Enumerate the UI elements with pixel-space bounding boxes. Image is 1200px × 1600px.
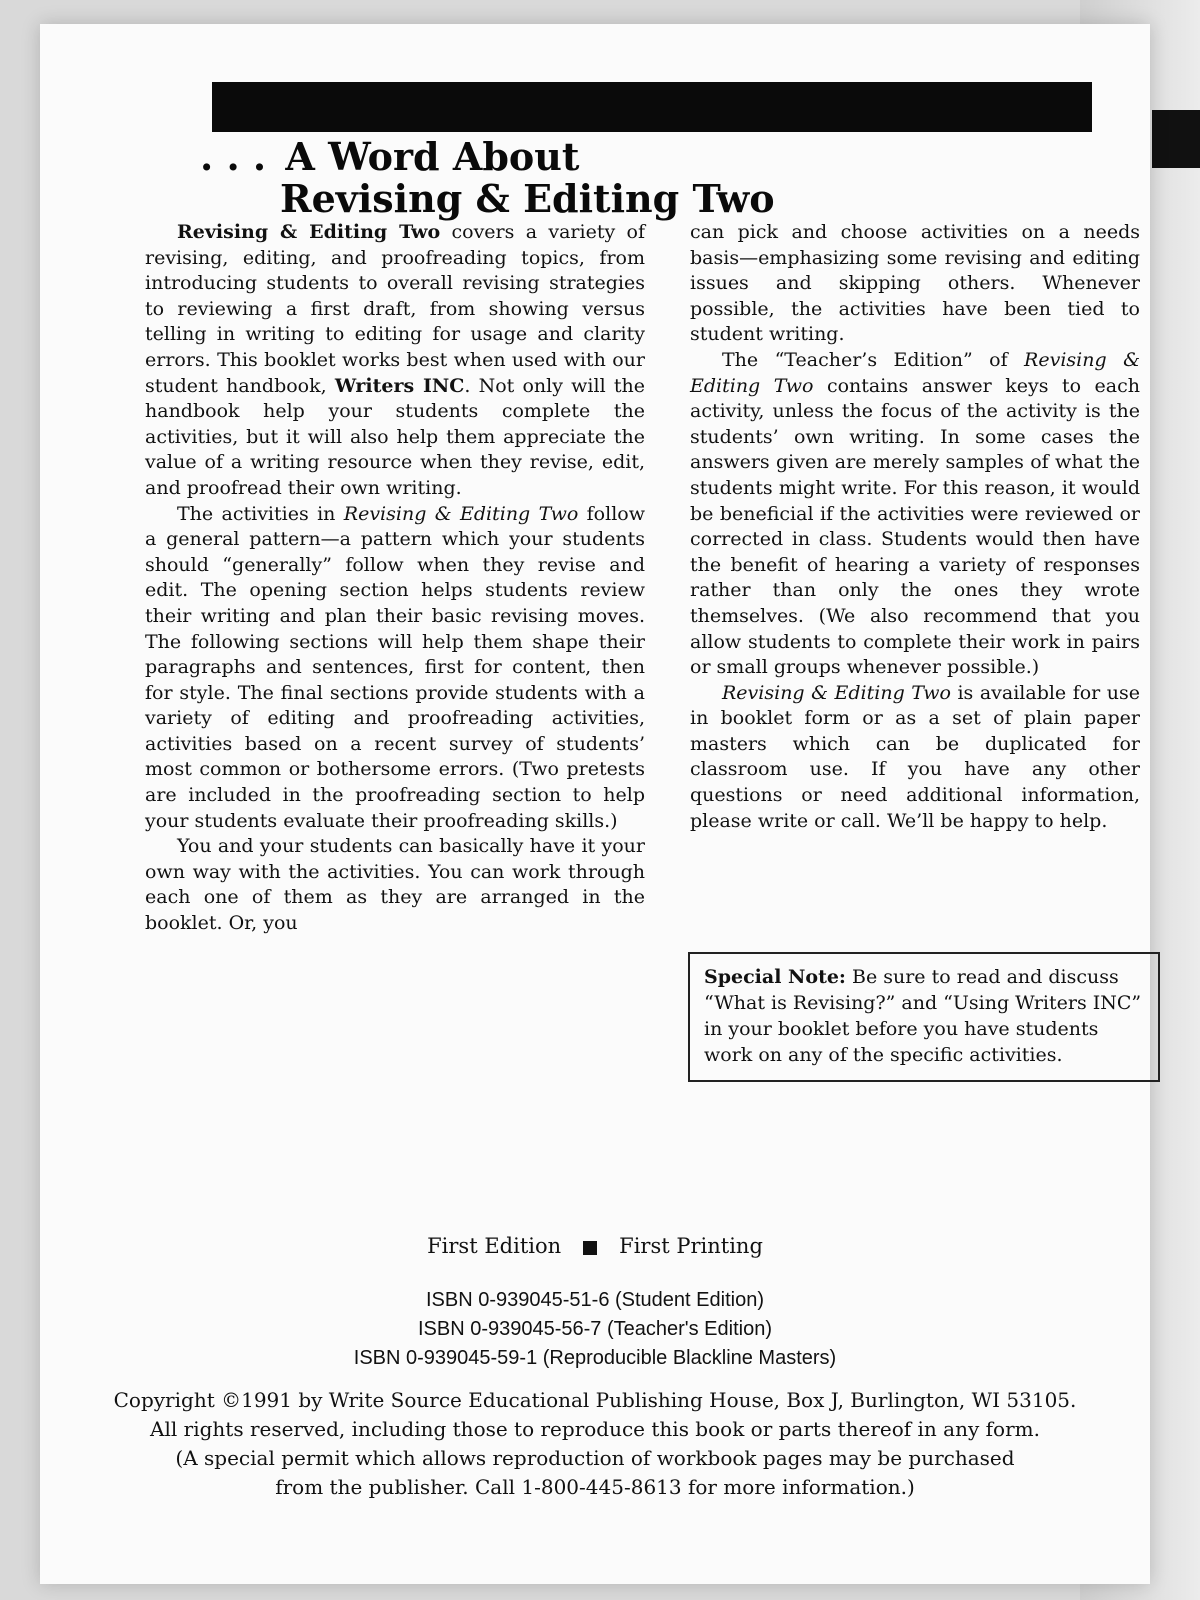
isbn-line: ISBN 0-939045-51-6 (Student Edition)	[426, 1289, 764, 1311]
special-note-label: Special Note:	[704, 966, 846, 988]
isbn-block	[40, 1286, 1150, 1373]
copyright-block	[60, 1386, 1130, 1502]
special-note-text: Be sure to read and discuss “What is Revising?” and “Using Writers INC” in your booklet before you have students work on any of the specific activities.	[704, 966, 1142, 1066]
copyright-line: All rights reserved, including those to reproduce this book or parts thereof in any form.	[150, 1417, 1040, 1441]
right-p3-text: is available for use in booklet form or as a set of plain paper masters which can be duplicated for classroom use. If you have any other questions or need additional information, please write or call. We’ll be happy to help.	[690, 681, 1140, 832]
right-p1-text: can pick and choose activities on a needs basis—emphasizing some revising and editing issues and skipping others. Whenever possible, the activities have been tied to student writing.	[690, 221, 1140, 346]
left-p3-text: You and your students can basically have it your own way with the activities. You can work through each one of them as they are arranged in the booklet. Or, you	[145, 835, 645, 935]
title-line-2: Revising & Editing Two	[280, 176, 775, 221]
right-paragraph-3	[690, 681, 1140, 835]
printing-label: First Printing	[619, 1234, 763, 1258]
special-note-box	[688, 952, 1160, 1082]
booklet-name-bold: Revising & Editing Two	[177, 221, 441, 243]
square-bullet-icon	[583, 1241, 597, 1255]
right-paragraph-1	[690, 220, 1140, 348]
right-p2-text: contains answer keys to each activity, unless the focus of the activity is the students’ own writing. In some cases the answers given are merely samples of what the students might write. For this reason, it would be beneficial if the activities were reviewed or corrected in class. Students would then have the benefit of hearing a variety of responses rather than only the ones they wrote themselves. (We also recommend that you allow students to complete their work in pairs or small groups whenever possible.)	[690, 374, 1140, 679]
document-page	[40, 24, 1150, 1584]
left-p2-text: follow a general pattern—a pattern which your students should “generally” follow when they revise and edit. The opening section helps students review their writing and plan their basic revising moves. The following sections will help them shape their paragraphs and sentences, first for content, then for style. The final sections provide students with a variety of editing and proofreading activities, activities based on a recent survey of students’ most common or bothersome errors. (Two pretests are included in the proofreading section to help your students evaluate their proofreading skills.)	[145, 502, 645, 832]
adjacent-page-header-bar	[1152, 110, 1200, 168]
title-line-1: A Word About	[285, 134, 580, 179]
copyright-line: Copyright ©1991 by Write Source Educational Publishing House, Box J, Burlington, WI 53105.	[113, 1388, 1077, 1412]
page-title	[200, 136, 775, 220]
left-paragraph-1	[145, 220, 645, 502]
left-p1-tail: . Not only will the handbook help your students complete the activities, but it will also help them appreciate the value of a writing resource when they revise, edit, and proofread their own writing.	[145, 374, 645, 499]
right-p2-start: The “Teacher’s Edition” of	[722, 348, 1025, 371]
left-p1-text: covers a variety of revising, editing, and proofreading topics, from introducing students to overall revising strategies to reviewing a first draft, from showing versus telling in writing to editing for usage and clarity errors. This booklet works best when used with our student handbook,	[145, 221, 645, 397]
title-ellipsis: . . .	[200, 134, 267, 179]
isbn-line: ISBN 0-939045-56-7 (Teacher's Edition)	[417, 1318, 772, 1340]
header-bar	[212, 82, 1092, 132]
right-column	[690, 220, 1140, 834]
right-paragraph-2	[690, 348, 1140, 681]
left-paragraph-2	[145, 502, 645, 835]
isbn-line: ISBN 0-939045-59-1 (Reproducible Blackline Masters)	[353, 1347, 837, 1369]
booklet-name-italic: Revising & Editing Two	[722, 681, 951, 704]
copyright-line: (A special permit which allows reproduction of workbook pages may be purchased	[175, 1446, 1015, 1470]
edition-label: First Edition	[427, 1234, 562, 1258]
booklet-name-italic: Revising & Editing Two	[343, 502, 579, 525]
left-column	[145, 220, 645, 937]
left-p2-start: The activities in	[177, 502, 344, 525]
copyright-line: from the publisher. Call 1-800-445-8613 for more information.)	[275, 1475, 915, 1499]
left-paragraph-3	[145, 834, 645, 936]
handbook-name-bold: Writers INC	[334, 374, 465, 397]
edition-line	[40, 1234, 1150, 1258]
booklet-name-italic: Revising & Editing Two	[690, 348, 1140, 397]
